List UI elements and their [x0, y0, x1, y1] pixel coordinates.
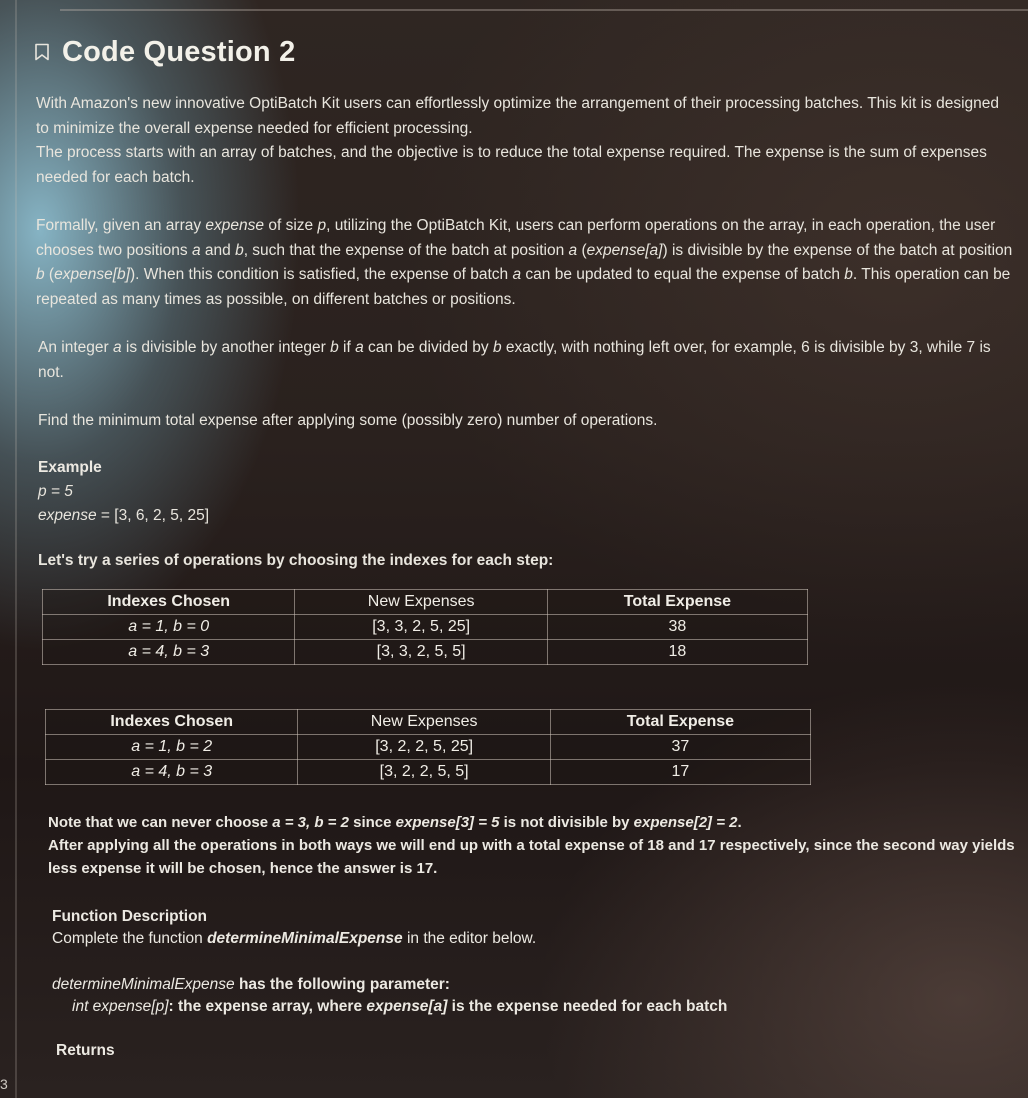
text: is divisible by another integer — [121, 339, 331, 356]
text: in the editor below. — [402, 930, 537, 947]
text: ). When this condition is satisfied, the expense of batch — [129, 266, 513, 283]
operations-table-2 — [45, 709, 811, 785]
gutter-line-number: 3 — [0, 1076, 8, 1092]
function-instruction — [52, 928, 1016, 950]
formal-paragraph — [36, 214, 1016, 312]
var-choice: a = 3, b = 2 — [272, 814, 349, 831]
cell-total-expense: 18 — [547, 640, 807, 665]
text: exactly, with nothing left over, for example, 6 is divisible by 3, while 7 is not. — [38, 339, 991, 381]
text: is not divisible by — [499, 814, 634, 831]
cell-indexes: a = 1, b = 2 — [46, 735, 298, 760]
var-a: a — [191, 241, 201, 259]
text: has the following parameter: — [234, 976, 450, 993]
col-new-expenses: New Expenses — [295, 590, 547, 615]
p-line: p = 5 — [38, 482, 73, 500]
param-signature: int expense[p] — [72, 998, 169, 1015]
var-a: a — [112, 339, 122, 356]
var-expense-a: expense[a] — [586, 241, 663, 259]
text: since — [348, 814, 396, 831]
var-b: b — [330, 339, 339, 356]
col-indexes-chosen: Indexes Chosen — [46, 710, 298, 735]
task-statement: Find the minimum total expense after applying some (possibly zero) number of operations. — [38, 412, 658, 429]
example-section — [36, 456, 1016, 529]
cell-indexes: a = 4, b = 3 — [46, 760, 298, 785]
text: . — [737, 814, 742, 831]
var-b: b — [235, 241, 244, 259]
intro-line-2: The process starts with an array of batches, and the objective is to reduce the total expense required. The expense is the sum of expenses needed for each batch. — [36, 144, 987, 186]
parameter-intro — [52, 974, 1016, 996]
text: , utilizing the OptiBatch Kit, users can perform operations on the array, in each operation, the user chooses two positions — [36, 217, 996, 259]
function-name: determineMinimalExpense — [207, 930, 403, 947]
col-total-expense: Total Expense — [550, 710, 810, 735]
gutter-divider — [15, 0, 17, 1098]
operations-table-1 — [42, 589, 808, 665]
var-a: a — [355, 339, 364, 356]
var-expense-2: expense[2] = 2 — [633, 814, 738, 831]
var-b: b — [36, 266, 45, 283]
var-expense-a: expense[a] — [366, 998, 448, 1015]
text: , such that the expense of the batch at position — [243, 241, 569, 259]
example-notes — [36, 811, 1016, 880]
var-expense-b: expense[b] — [54, 266, 130, 283]
expense-label: expense — [38, 507, 97, 524]
question-title: Code Question 2 — [62, 35, 296, 68]
question-panel — [36, 30, 1016, 1060]
cell-indexes: a = 1, b = 0 — [43, 615, 295, 640]
cell-indexes: a = 4, b = 3 — [43, 640, 295, 665]
col-new-expenses: New Expenses — [298, 710, 550, 735]
function-name: determineMinimalExpense — [52, 976, 235, 993]
text: Formally, given an array — [36, 217, 206, 234]
cell-new-expenses: [3, 2, 2, 5, 5] — [298, 760, 550, 785]
example-lead-in: Let's try a series of operations by choosing the indexes for each step: — [38, 551, 554, 569]
var-b: b — [844, 266, 853, 283]
col-total-expense: Total Expense — [547, 590, 807, 615]
text: . This operation can be repeated as many times as possible, on different batches or positions. — [36, 266, 1011, 308]
col-indexes-chosen: Indexes Chosen — [43, 590, 295, 615]
text: is the expense needed for each batch — [447, 998, 728, 1015]
note-line-2: After applying all the operations in both ways we will end up with a total expense of 18 and 17 respectively, since the second way yields less expense it will be chosen, hence the answer is 17. — [48, 837, 1015, 877]
text: : the expense array, where — [168, 998, 367, 1015]
expense-array: = [3, 6, 2, 5, 25] — [96, 507, 210, 524]
var-a: a — [512, 266, 522, 283]
function-description-heading: Function Description — [52, 908, 207, 925]
var-b: b — [493, 339, 502, 356]
text: ( — [44, 266, 55, 283]
table-header-row — [46, 710, 811, 735]
text: can be updated to equal the expense of batch — [521, 266, 845, 283]
text: if — [338, 339, 356, 356]
table-row — [43, 640, 808, 665]
table-row — [43, 615, 808, 640]
table-row — [46, 760, 811, 785]
parameter-description — [52, 996, 1016, 1018]
intro-line-1: With Amazon's new innovative OptiBatch Kit users can effortlessly optimize the arrangement of their processing batches. This kit is designed to minimize the overall expense needed for efficient processing. — [36, 95, 999, 137]
function-description — [36, 906, 1016, 1018]
bookmark-icon[interactable] — [34, 43, 50, 61]
text: can be divided by — [363, 339, 493, 356]
cell-new-expenses: [3, 3, 2, 5, 5] — [295, 640, 547, 665]
cell-total-expense: 37 — [550, 735, 810, 760]
top-divider — [60, 9, 1028, 11]
returns-heading: Returns — [56, 1042, 115, 1059]
question-header — [34, 30, 1016, 74]
text: and — [200, 241, 236, 259]
table-header-row — [43, 590, 808, 615]
var-p: p — [317, 217, 327, 234]
text: ) is divisible by the expense of the batch at position — [662, 241, 1013, 259]
text: of size — [264, 217, 318, 234]
cell-total-expense: 17 — [550, 760, 810, 785]
example-expense-value — [38, 504, 1016, 529]
example-heading: Example — [38, 458, 102, 476]
table-row — [46, 735, 811, 760]
note-line-1 — [48, 811, 1016, 834]
cell-new-expenses: [3, 3, 2, 5, 25] — [295, 615, 547, 640]
example-p-value — [38, 480, 1016, 505]
divisibility-paragraph — [36, 336, 1016, 385]
text: An integer — [38, 339, 113, 356]
var-a: a — [568, 241, 578, 259]
text: Note that we can never choose — [48, 814, 273, 831]
cell-new-expenses: [3, 2, 2, 5, 25] — [298, 735, 550, 760]
var-expense-3: expense[3] = 5 — [395, 814, 500, 831]
var-expense: expense — [205, 217, 265, 234]
text: ( — [577, 241, 587, 259]
intro-paragraph — [36, 92, 1016, 190]
cell-total-expense: 38 — [547, 615, 807, 640]
text: Complete the function — [52, 930, 208, 947]
